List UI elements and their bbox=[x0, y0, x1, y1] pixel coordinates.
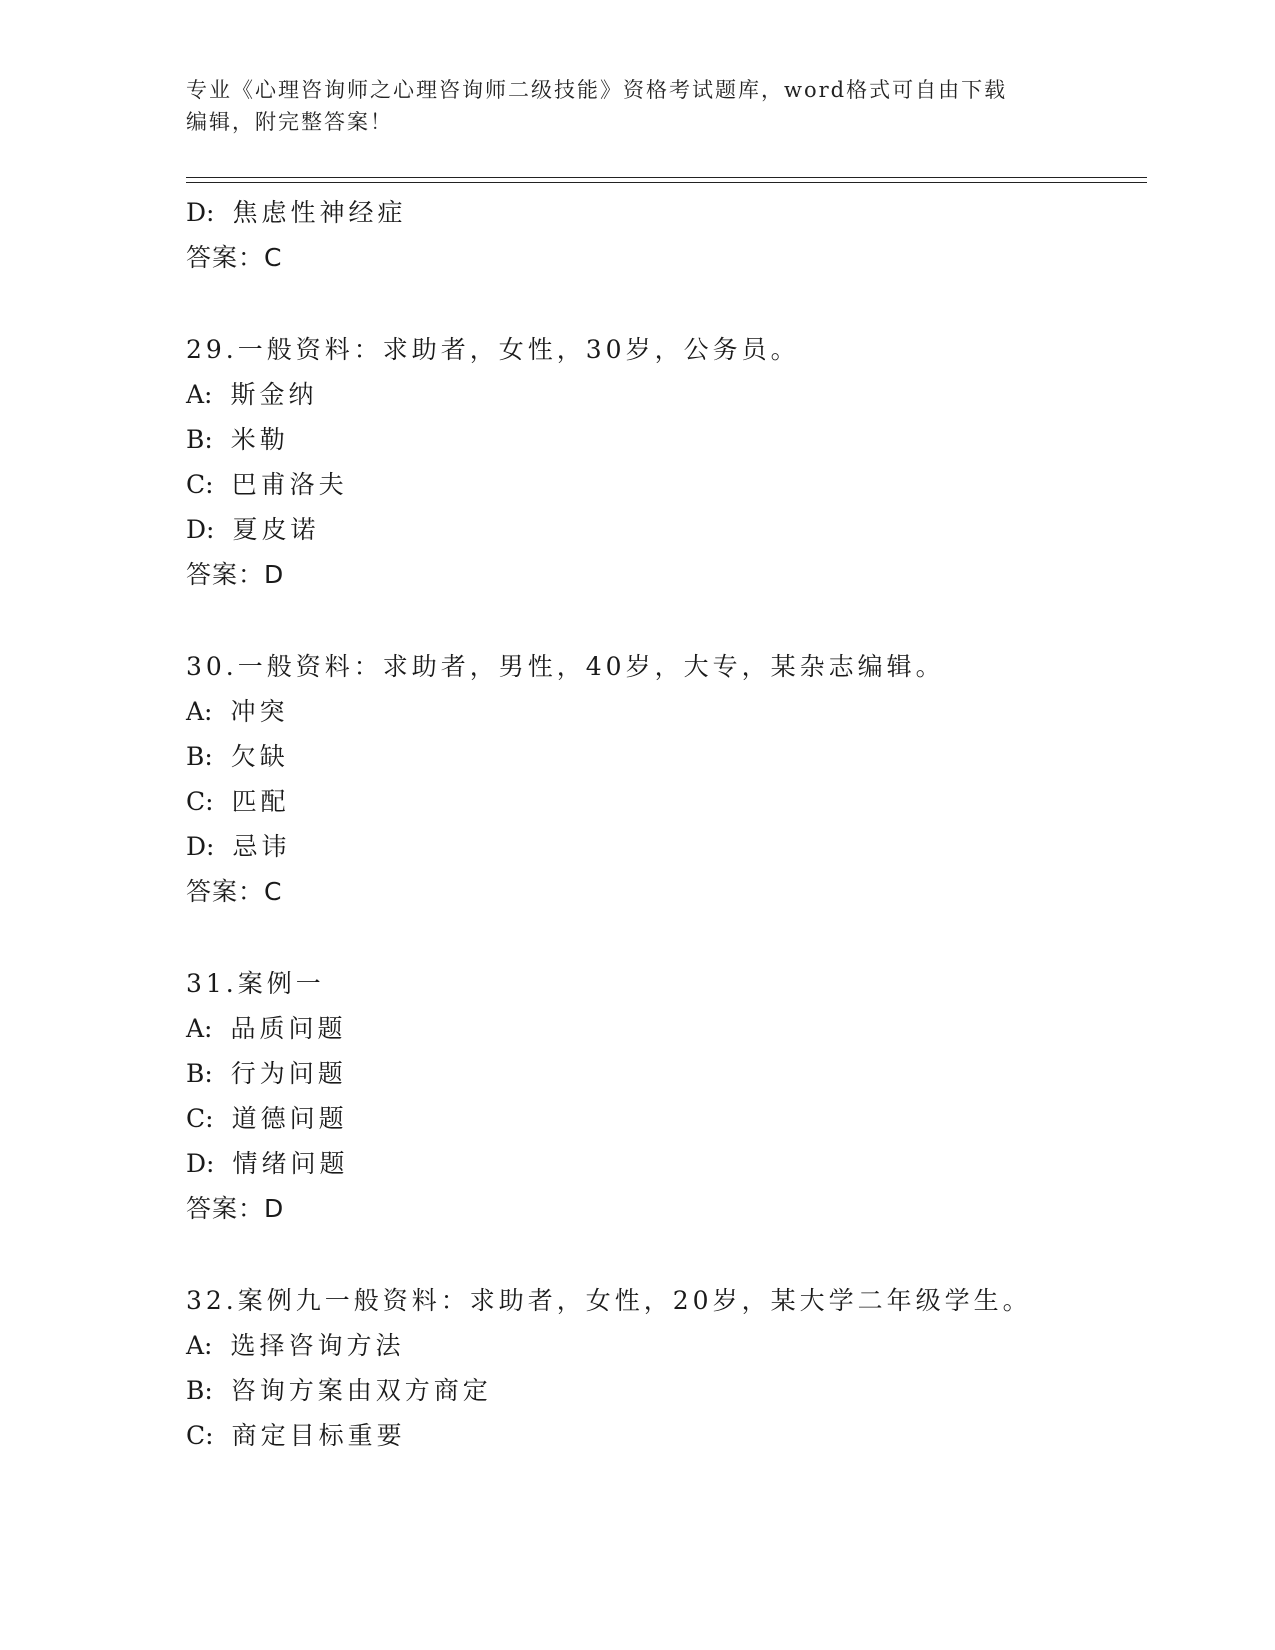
option-d: D: 焦虑性神经症 bbox=[186, 198, 407, 227]
option-c: C: 匹配 bbox=[186, 787, 290, 816]
question-stem: 31.案例一 bbox=[186, 969, 325, 998]
header-line-2: 编辑，附完整答案！ bbox=[186, 110, 393, 134]
question-list bbox=[186, 190, 1147, 1458]
question-stem: 32.案例九一般资料：求助者，女性，20岁，某大学二年级学生。 bbox=[186, 1286, 1032, 1315]
option-a: A: 品质问题 bbox=[186, 1014, 347, 1043]
question-stem: 30.一般资料：求助者，男性，40岁，大专，某杂志编辑。 bbox=[186, 652, 945, 681]
option-b: B: 米勒 bbox=[186, 425, 289, 454]
answer: 答案：D bbox=[186, 560, 285, 589]
option-b: B: 行为问题 bbox=[186, 1059, 347, 1088]
answer: 答案：C bbox=[186, 243, 283, 272]
header-rule-top bbox=[186, 177, 1147, 178]
question-stem: 29.一般资料：求助者，女性，30岁，公务员。 bbox=[186, 335, 800, 364]
answer: 答案：C bbox=[186, 877, 283, 906]
option-c: C: 巴甫洛夫 bbox=[186, 470, 348, 499]
header-rule-bottom bbox=[186, 182, 1147, 183]
option-c: C: 道德问题 bbox=[186, 1104, 348, 1133]
option-b: B: 咨询方案由双方商定 bbox=[186, 1376, 492, 1405]
document-header bbox=[186, 74, 1086, 138]
option-d: D: 忌讳 bbox=[186, 832, 291, 861]
option-c: C: 商定目标重要 bbox=[186, 1421, 406, 1450]
option-a: A: 冲突 bbox=[186, 697, 289, 726]
option-a: A: 斯金纳 bbox=[186, 380, 318, 409]
option-b: B: 欠缺 bbox=[186, 742, 289, 771]
option-a: A: 选择咨询方法 bbox=[186, 1331, 405, 1360]
option-d: D: 情绪问题 bbox=[186, 1149, 349, 1178]
header-line-1: 专业《心理咨询师之心理咨询师二级技能》资格考试题库，word格式可自由下载 bbox=[186, 78, 1008, 102]
answer: 答案：D bbox=[186, 1194, 285, 1223]
option-d: D: 夏皮诺 bbox=[186, 515, 320, 544]
